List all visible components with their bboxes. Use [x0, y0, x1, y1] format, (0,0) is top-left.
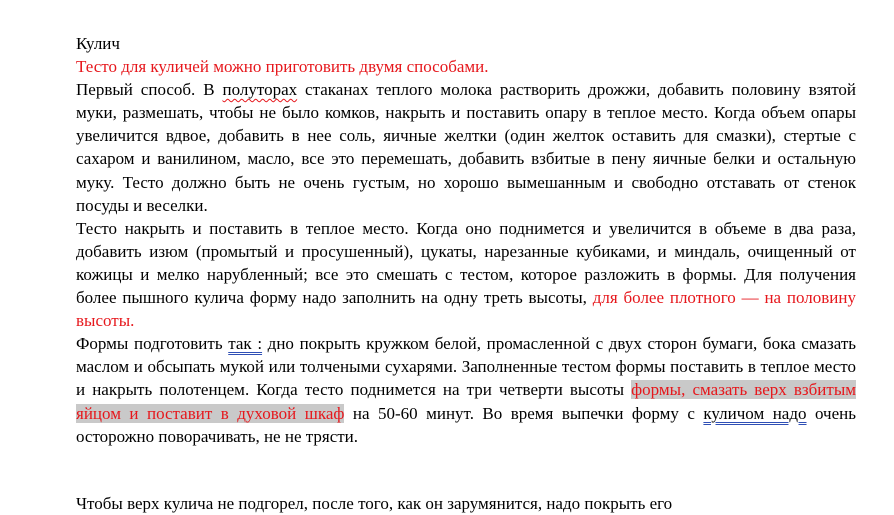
paragraph-first-method [76, 78, 856, 217]
p2-red-text: для более плотного — на половину высоты. [76, 288, 856, 331]
p2-text-a: Тесто накрыть и поставить в теплое место. Когда оно поднимется и увеличится в объеме в два раза, добавить изюм (промытый и просушенный), цукаты, нарезанные кубиками, и миндаль, очищенный от кожицы и мелко нарубленный; все это смешать с тестом, которое разложить в формы. Для получения более пышного кулича форму надо заполнить на одну треть высоты, [76, 218, 856, 308]
p3-text-e: на 50-60 минут. Во время выпечки форму с [344, 403, 704, 423]
intro-line: Тесто для куличей можно приготовить двумя способами. [76, 57, 489, 77]
paragraph-partial-clipped: Чтобы верх кулича не подгорел, после того, как он зарумянится, надо покрыть его [76, 494, 673, 513]
p3-text-c: дно покрыть кружком белой, промасленной с двух сторон бумаги, бока смазать маслом и обсыпать мукой или толчеными сухарями. Заполненные тестом формы поставить в теплое место и накрыть полотенцем. Когда тесто поднимется на три четверти высоты [76, 334, 856, 400]
p1-text-a: Первый способ. В [76, 80, 223, 100]
p3-text-a: Формы подготовить [76, 334, 229, 354]
highlighted-red-text: формы, смазать верх взбитым яйцом и поставит в духовой шкаф [76, 380, 856, 423]
recipe-title: Кулич [76, 34, 120, 53]
spelling-error-word: полуторах [222, 80, 298, 100]
p3-text-g: очень осторожно поворачивать, не не трясти. [76, 403, 856, 446]
p1-text-c: стаканах теплого молока растворить дрожжи, добавить половину взятой муки, размешать, чтобы не было комков, накрыть и поставить опару в теплое место. Когда объем опары увеличится вдвое, добавить в нее соль, яичные желтки (один желток оставить для смазки), стертые с сахаром и ванилином, масло, все это перемешать, добавить взбитые в пену яичные белки и остальную муку. Тесто должно быть не очень густым, но хорошо вымешанным и свободно отставать от стенок посуды и веселки. [76, 80, 857, 215]
grammar-flag-kulichom: куличом надо [703, 403, 807, 423]
grammar-flag-tak: так : [228, 334, 263, 354]
paragraph-rising [76, 217, 856, 332]
paragraph-forms [76, 332, 856, 447]
document-body [76, 32, 856, 448]
